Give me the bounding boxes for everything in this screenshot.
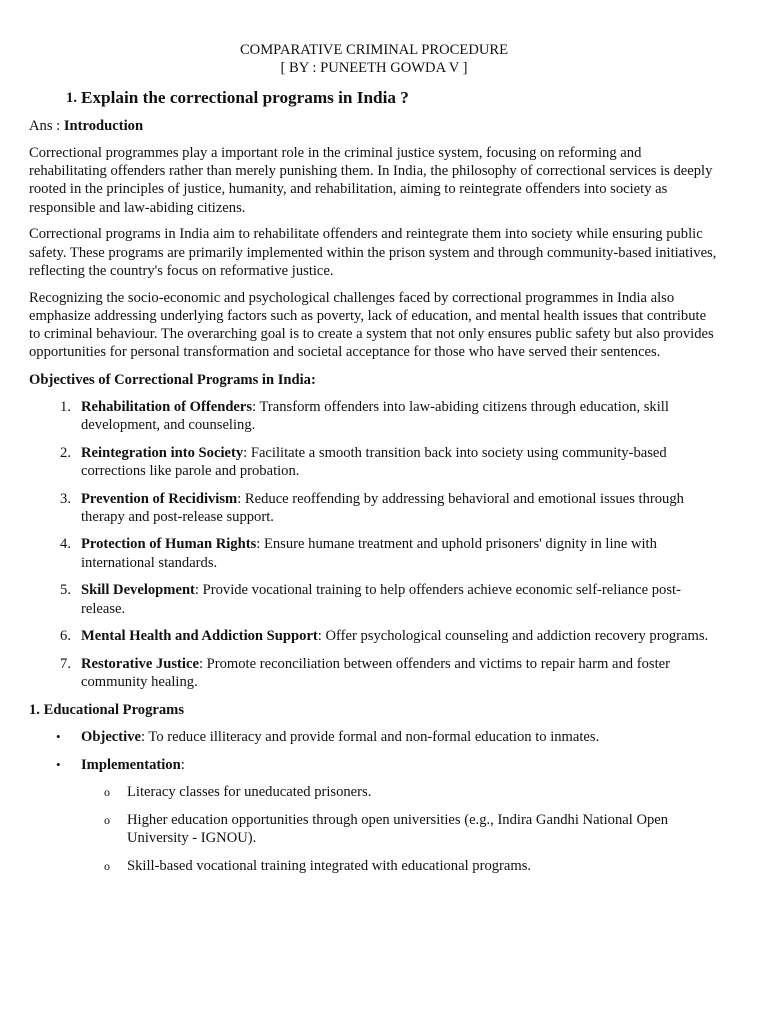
objective-text: : Promote reconciliation between offenders and victims to repair harm and foster community healing.: [81, 655, 670, 691]
paragraph-3: Recognizing the socio-economic and psychological challenges faced by correctional programmes in India also emphasize addressing underlying factors such as poverty, lack of education, and mental health issues that contribute to criminal behaviour. The overarching goal is to create a system that not only ensures public safety but also provides opportunities for personal transformation and societal acceptance for those who have served their sentences.: [29, 289, 714, 361]
course-title: COMPARATIVE CRIMINAL PROCEDURE: [239, 42, 509, 58]
question-text: Explain the correctional programs in India ?: [81, 88, 409, 107]
sub-item-marker: o: [104, 813, 110, 828]
answer-heading: Introduction: [63, 118, 144, 134]
objective-number: 7.: [60, 655, 71, 672]
paragraph-1: Correctional programmes play a important role in the criminal justice system, focusing on reforming and rehabilitating offenders rather than merely punishing them. In India, the philosophy of correctional services is deeply rooted in the principles of justice, humanity, and rehabilitation, aiming to reintegrate offenders into society as responsible and law-abiding citizens.: [29, 144, 713, 216]
objective-item: [29, 398, 719, 434]
objective-text: : Offer psychological counseling and addiction recovery programs.: [317, 628, 709, 645]
bullet-text: :: [180, 756, 185, 773]
sub-item-text: Skill-based vocational training integrated with educational programs.: [127, 858, 532, 875]
objective-item: [29, 535, 719, 571]
bullet-marker: •: [56, 729, 61, 745]
objective-term: Prevention of Recidivism: [81, 490, 238, 507]
objective-text: : Ensure humane treatment and uphold prisoners' dignity in line with international standards.: [81, 536, 657, 571]
objective-number: 1.: [60, 398, 71, 415]
objective-number: 4.: [60, 536, 71, 553]
sub-item-marker: o: [104, 785, 110, 800]
objectives-list: [29, 398, 719, 692]
bullet-marker: •: [56, 756, 61, 772]
answer-label: Ans :: [29, 118, 64, 134]
objective-term: Mental Health and Addiction Support: [81, 628, 318, 645]
sub-item: [29, 783, 719, 801]
paragraph-2: Correctional programs in India aim to rehabilitate offenders and reintegrate them into society while ensuring public safety. These programs are primarily implemented within the prison system and through community-based initiatives, reflecting the country's focus on reformative justice.: [29, 226, 717, 279]
sub-item-text: Higher education opportunities through open universities (e.g., Indira Gandhi National Open University - IGNOU).: [127, 812, 669, 847]
objective-number: 3.: [60, 490, 71, 507]
objective-term: Rehabilitation of Offenders: [81, 398, 253, 415]
question-number: 1.: [66, 90, 77, 106]
objective-term: Restorative Justice: [81, 655, 199, 672]
objective-number: 6.: [60, 628, 71, 645]
implementation-sub-list: [29, 783, 719, 875]
objective-item: [29, 490, 719, 526]
objective-item: [29, 655, 719, 691]
objective-number: 2.: [60, 444, 71, 461]
section-bullet-list: [29, 728, 719, 774]
section-heading: 1. Educational Programs: [29, 701, 184, 718]
objective-text: : Transform offenders into law-abiding citizens through education, skill development, and counseling.: [81, 398, 669, 433]
objective-term: Reintegration into Society: [81, 444, 244, 461]
question-heading: [29, 88, 719, 108]
answer-label-line: [29, 117, 719, 135]
document-page: [29, 42, 719, 885]
sub-item-marker: o: [104, 859, 110, 874]
bullet-term: Implementation: [81, 756, 181, 773]
sub-item-text: Literacy classes for uneducated prisoners.: [127, 784, 372, 801]
objective-term: Skill Development: [81, 582, 195, 599]
objectives-heading: Objectives of Correctional Programs in India:: [29, 371, 316, 388]
author-line: [ BY : PUNEETH GOWDA V ]: [280, 59, 468, 76]
objective-text: : Reduce reoffending by addressing behavioral and emotional issues through therapy and post-release support.: [81, 490, 684, 525]
objective-item: [29, 581, 719, 617]
bullet-term: Objective: [81, 729, 141, 746]
sub-item: [29, 811, 719, 847]
bullet-text: : To reduce illiteracy and provide formal and non-formal education to inmates.: [140, 729, 600, 746]
objective-text: : Facilitate a smooth transition back into society using community-based corrections like parole and probation.: [81, 444, 667, 479]
bullet-item: [29, 756, 719, 774]
objective-item: [29, 444, 719, 480]
objective-number: 5.: [60, 582, 71, 599]
objective-text: : Provide vocational training to help offenders achieve economic self-reliance post-release.: [81, 582, 681, 617]
bullet-item: [29, 728, 719, 746]
sub-item: [29, 857, 719, 875]
objective-item: [29, 627, 719, 645]
objective-term: Protection of Human Rights: [81, 536, 257, 553]
